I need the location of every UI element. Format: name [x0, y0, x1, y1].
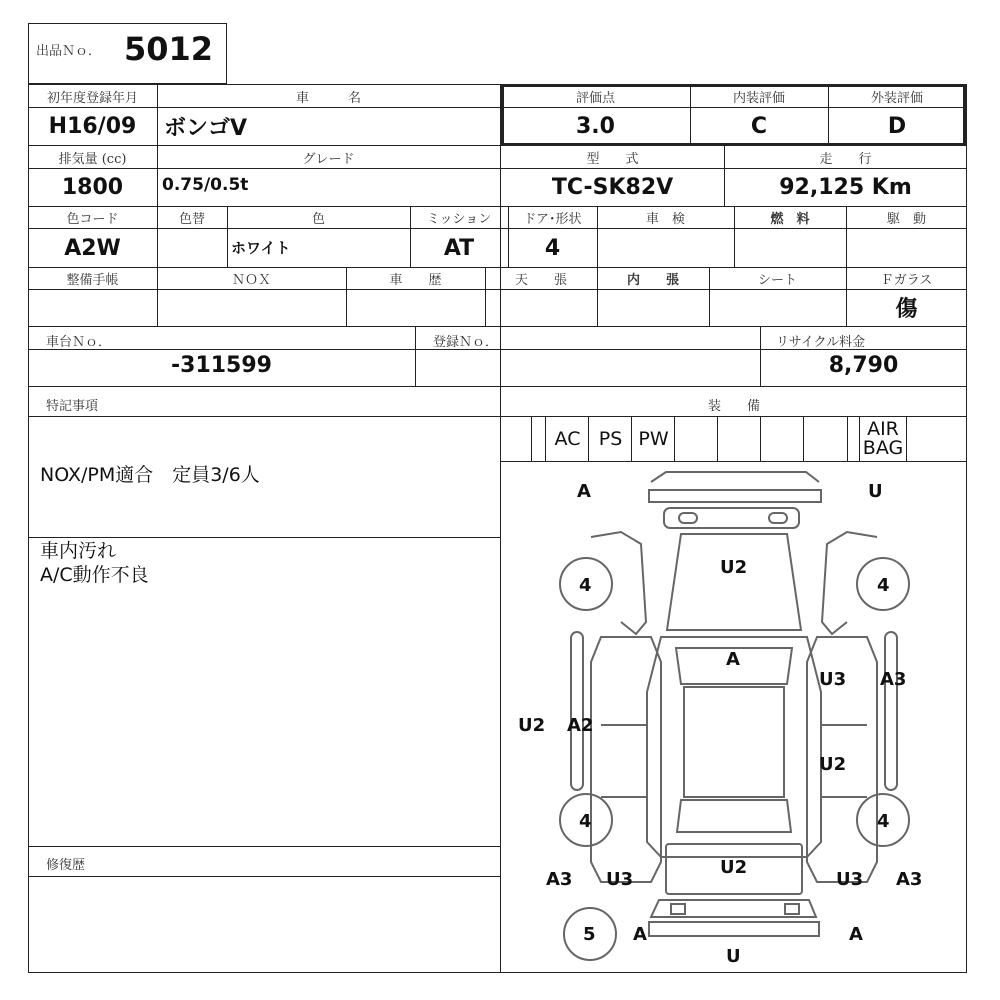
mark-left-rear-quarter: A3	[546, 869, 573, 890]
model-value: TC-SK82V	[551, 175, 674, 200]
remarks-line-1: 車内汚れ	[40, 540, 117, 562]
mark-right-rear-panel: U3	[836, 869, 864, 890]
vehicle-history-label: 車 歴	[389, 273, 442, 288]
color-code-label: 色コード	[66, 212, 119, 227]
inspection-value	[597, 229, 734, 267]
drive-value	[846, 229, 967, 267]
equipment-slot	[717, 416, 761, 461]
transmission-label: ミッション	[426, 212, 492, 227]
listing-number-label: 出品Ｎｏ．	[36, 44, 102, 59]
mark-rear-hatch: U2	[720, 857, 748, 878]
fuel-label: 燃 料	[770, 212, 810, 227]
recycle-fee-label: リサイクル料金	[776, 335, 866, 350]
front-glass-value: 傷	[895, 296, 918, 322]
mark-tyre-front-right: 4	[877, 575, 890, 596]
mark-left-door: A2	[567, 715, 594, 736]
mark-tyre-rear-left: 4	[579, 811, 592, 832]
mark-tyre-front-left: 4	[579, 575, 592, 596]
interior-trim-label: 内 張	[626, 273, 679, 288]
displacement-value: 1800	[61, 175, 124, 200]
mark-rear-bumper-left: A	[633, 924, 647, 945]
remarks-line-2: A/C動作不良	[40, 564, 149, 586]
headliner-label: 天 張	[514, 273, 567, 288]
equipment-label: 装 備	[707, 398, 760, 414]
equipment-slot	[531, 416, 546, 461]
mark-front-bumper-left: A	[577, 481, 591, 502]
recycle-fee-value: 8,790	[828, 352, 899, 378]
mark-left-skirt: U2	[518, 715, 546, 736]
mark-left-rear-panel: U3	[606, 869, 634, 890]
special-notes-text: NOX/PM適合 定員3/6人	[40, 464, 260, 486]
grade-label: グレード	[302, 151, 355, 167]
door-shape-label: ドア･形状	[523, 212, 582, 227]
score-label: 評価点	[575, 91, 615, 106]
mark-tyre-rear-right: 4	[877, 811, 890, 832]
equipment-slot	[760, 416, 804, 461]
repair-history-label: 修復歴	[46, 858, 86, 873]
mark-right-rear-quarter: A3	[896, 869, 923, 890]
first-registration-label: 初年度登録年月	[46, 91, 138, 106]
mark-rear-bumper-center: U	[726, 946, 741, 967]
inspection-label: 車 検	[645, 212, 685, 227]
interior-grade-value: C	[750, 114, 768, 139]
displacement-label: 排気量 (cc)	[58, 151, 127, 167]
chassis-number-value: -311599	[171, 352, 272, 378]
car-name-label: 車 名	[295, 91, 361, 106]
equipment-ps: PS	[588, 416, 632, 461]
equipment-ac: AC	[545, 416, 589, 461]
listing-number-value: 5012	[124, 30, 214, 68]
mark-right-fender: A3	[880, 669, 907, 690]
mark-windshield: A	[726, 649, 740, 670]
equipment-airbag: AIR BAG	[859, 416, 907, 461]
car-name-value: ボンゴV	[164, 116, 248, 141]
color-code-value: A2W	[64, 235, 121, 261]
registration-number-label: 登録Ｎｏ．	[433, 335, 499, 350]
interior-grade-label: 内装評価	[732, 91, 785, 106]
mark-front-bumper-right: U	[868, 481, 883, 502]
mark-rear-bumper-right: A	[849, 924, 863, 945]
repaint-value	[157, 229, 227, 267]
seat-label: シート	[757, 273, 797, 288]
exterior-grade-value: D	[887, 114, 907, 139]
equipment-pw: PW	[631, 416, 675, 461]
special-notes-label: 特記事項	[46, 399, 99, 414]
mark-spare-tyre: 5	[583, 924, 596, 945]
mileage-value: 92,125 Km	[779, 175, 912, 200]
exterior-grade-label: 外装評価	[870, 91, 923, 106]
chassis-number-label: 車台Ｎｏ．	[46, 335, 112, 350]
mark-hood: U2	[720, 557, 748, 578]
maintenance-book-label: 整備手帳	[66, 273, 119, 288]
equipment-slot	[674, 416, 718, 461]
front-glass-label: Ｆガラス	[880, 273, 933, 288]
color-value: ホワイト	[231, 239, 291, 257]
drive-label: 駆 動	[886, 212, 926, 227]
transmission-value: AT	[443, 235, 475, 261]
fuel-value	[734, 229, 846, 267]
grade-value: 0.75/0.5t	[162, 175, 249, 195]
model-label: 型 式	[586, 151, 639, 167]
mark-right-rear-door: U2	[819, 754, 847, 775]
color-label: 色	[311, 212, 325, 227]
first-registration-value: H16/09	[48, 114, 137, 139]
mileage-label: 走 行	[819, 151, 872, 167]
nox-label: ＮＯＸ	[231, 273, 271, 288]
repaint-label: 色替	[178, 212, 205, 227]
score-value: 3.0	[576, 114, 615, 139]
mark-right-front-door: U3	[819, 669, 847, 690]
door-shape-value: 4	[544, 235, 561, 261]
equipment-slot	[803, 416, 848, 461]
